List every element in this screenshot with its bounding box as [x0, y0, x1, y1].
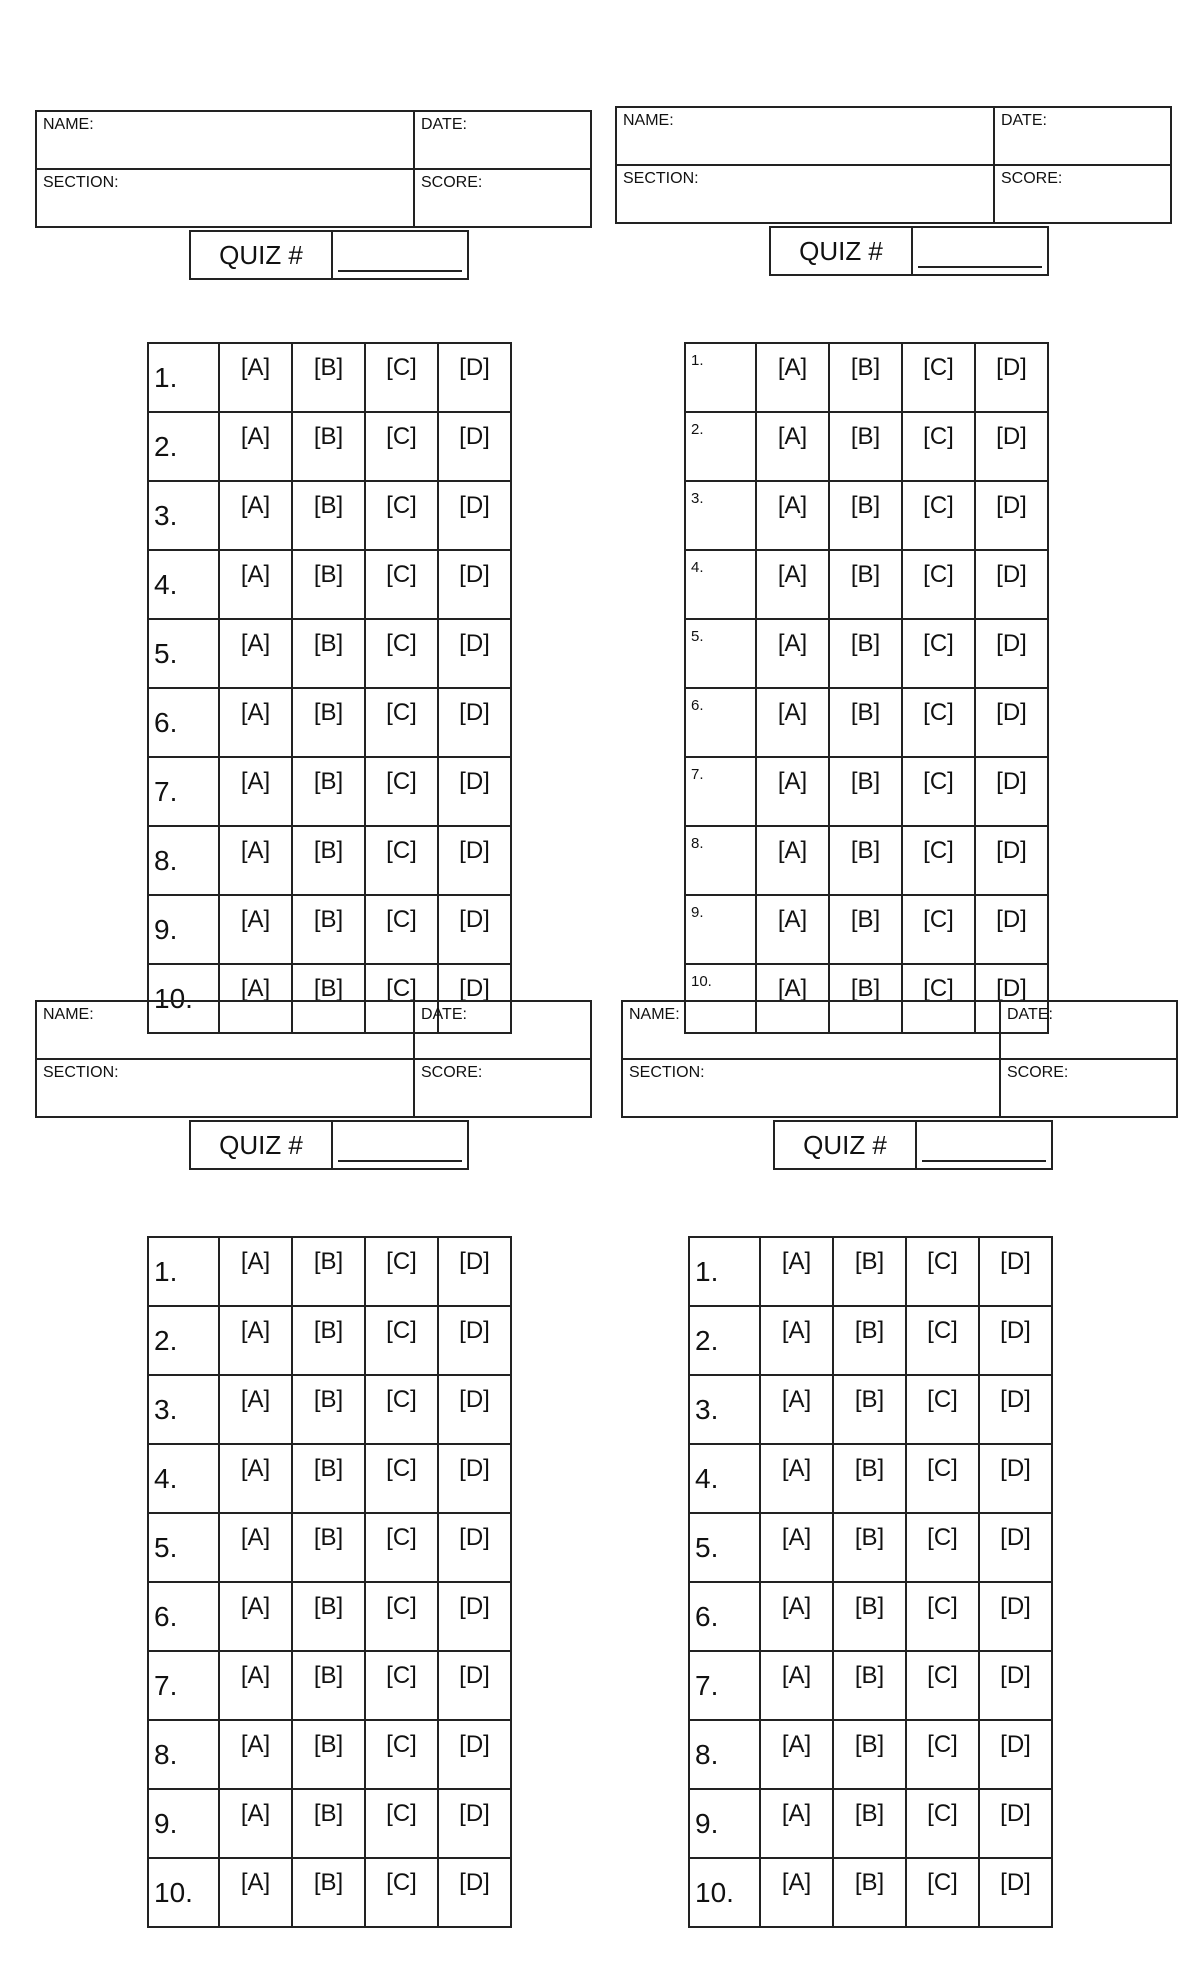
answer-option[interactable]: [D] [975, 964, 1048, 1033]
date-field[interactable] [414, 1001, 591, 1059]
name-field[interactable] [616, 107, 994, 165]
answer-option[interactable]: [C] [902, 619, 975, 688]
question-number: 7. [685, 757, 756, 826]
score-field[interactable] [994, 165, 1171, 223]
name-label: NAME: [43, 116, 94, 133]
answer-row [685, 481, 1048, 550]
answer-row [148, 688, 511, 757]
answer-row [689, 1375, 1052, 1444]
date-field[interactable] [994, 107, 1171, 165]
question-number: 10. [685, 964, 756, 1033]
question-number: 8. [685, 826, 756, 895]
answer-option[interactable]: [D] [979, 1720, 1052, 1789]
question-number: 1. [148, 343, 219, 412]
blank-line [922, 1159, 1046, 1162]
question-number: 8. [148, 826, 219, 895]
answer-row [685, 688, 1048, 757]
question-number: 4. [685, 550, 756, 619]
quiz-number-label: QUIZ # [191, 1122, 333, 1168]
answer-option[interactable]: [D] [975, 550, 1048, 619]
answer-option[interactable]: [A] [219, 619, 292, 688]
answer-option[interactable]: [A] [219, 757, 292, 826]
answer-option[interactable]: [D] [438, 619, 511, 688]
answer-option[interactable]: [B] [292, 481, 365, 550]
score-label: SCORE: [1001, 170, 1063, 187]
answer-option[interactable]: [C] [906, 1720, 979, 1789]
answer-option[interactable]: [D] [438, 895, 511, 964]
answer-option[interactable]: [A] [219, 550, 292, 619]
answer-option[interactable]: [D] [438, 1513, 511, 1582]
answer-option[interactable]: [C] [902, 550, 975, 619]
answer-row [148, 1375, 511, 1444]
question-number: 4. [689, 1444, 760, 1513]
answer-option[interactable]: [A] [219, 343, 292, 412]
answer-option[interactable]: [D] [438, 550, 511, 619]
answer-option[interactable]: [A] [219, 895, 292, 964]
question-number: 2. [689, 1306, 760, 1375]
answer-option[interactable]: [B] [292, 412, 365, 481]
answer-option[interactable]: [D] [975, 757, 1048, 826]
answer-option[interactable]: [C] [906, 1513, 979, 1582]
quiz-number-blank[interactable] [917, 1122, 1051, 1168]
date-label: DATE: [1007, 1006, 1053, 1023]
answer-row [148, 1237, 511, 1306]
answer-option[interactable]: [A] [760, 1582, 833, 1651]
answer-row [689, 1720, 1052, 1789]
answer-option[interactable]: [A] [219, 1651, 292, 1720]
answer-option[interactable]: [B] [829, 412, 902, 481]
answer-option[interactable]: [A] [760, 1858, 833, 1927]
answer-option[interactable]: [A] [756, 964, 829, 1033]
answer-option[interactable]: [C] [906, 1306, 979, 1375]
student-info-table [615, 106, 1172, 224]
answer-option[interactable]: [B] [829, 481, 902, 550]
question-number: 6. [689, 1582, 760, 1651]
answer-option[interactable]: [B] [833, 1306, 906, 1375]
answer-row [689, 1306, 1052, 1375]
answer-option[interactable]: [D] [438, 1375, 511, 1444]
question-number: 10. [689, 1858, 760, 1927]
section-field[interactable] [36, 1059, 414, 1117]
answer-row [685, 412, 1048, 481]
answer-option[interactable]: [B] [833, 1582, 906, 1651]
answer-option[interactable]: [B] [833, 1651, 906, 1720]
answer-option[interactable]: [D] [438, 1444, 511, 1513]
answer-option[interactable]: [A] [756, 688, 829, 757]
question-number: 2. [148, 1306, 219, 1375]
answer-option[interactable]: [C] [365, 895, 438, 964]
answer-option[interactable]: [A] [219, 1237, 292, 1306]
answer-option[interactable]: [C] [365, 1444, 438, 1513]
question-number: 8. [148, 1720, 219, 1789]
question-number: 10. [148, 1858, 219, 1927]
answer-option[interactable]: [D] [438, 964, 511, 1033]
question-number: 6. [685, 688, 756, 757]
answer-option[interactable]: [A] [756, 412, 829, 481]
answer-option[interactable]: [C] [906, 1789, 979, 1858]
answer-option[interactable]: [B] [292, 1789, 365, 1858]
score-label: SCORE: [1007, 1064, 1069, 1081]
answer-option[interactable]: [D] [438, 1306, 511, 1375]
answer-option[interactable]: [A] [219, 1444, 292, 1513]
quiz-number-label: QUIZ # [771, 228, 913, 274]
answer-option[interactable]: [A] [756, 343, 829, 412]
answer-option[interactable]: [A] [760, 1651, 833, 1720]
answer-option[interactable]: [A] [219, 1789, 292, 1858]
answer-option[interactable]: [D] [975, 481, 1048, 550]
answer-row [148, 757, 511, 826]
answer-option[interactable]: [B] [829, 826, 902, 895]
answer-option[interactable]: [B] [292, 1306, 365, 1375]
score-label: SCORE: [421, 174, 483, 191]
question-number: 9. [148, 895, 219, 964]
answer-option[interactable]: [B] [833, 1237, 906, 1306]
answer-option[interactable]: [C] [906, 1375, 979, 1444]
quiz-number-box [773, 1120, 1053, 1170]
answer-option[interactable]: [B] [829, 895, 902, 964]
answer-grid [688, 1236, 1053, 1928]
answer-option[interactable]: [D] [438, 1237, 511, 1306]
section-field[interactable] [36, 169, 414, 227]
question-number: 10. [148, 964, 219, 1033]
answer-row [689, 1651, 1052, 1720]
answer-option[interactable]: [A] [756, 481, 829, 550]
answer-option[interactable]: [C] [365, 1858, 438, 1927]
answer-option[interactable]: [A] [219, 1306, 292, 1375]
name-label: NAME: [623, 112, 674, 129]
date-label: DATE: [421, 1006, 467, 1023]
answer-option[interactable]: [C] [902, 895, 975, 964]
question-number: 5. [689, 1513, 760, 1582]
answer-option[interactable]: [C] [906, 1858, 979, 1927]
answer-option[interactable]: [C] [365, 481, 438, 550]
answer-row [689, 1444, 1052, 1513]
answer-option[interactable]: [D] [975, 826, 1048, 895]
answer-option[interactable]: [B] [829, 619, 902, 688]
question-number: 1. [148, 1237, 219, 1306]
answer-option[interactable]: [D] [979, 1789, 1052, 1858]
answer-option[interactable]: [D] [975, 343, 1048, 412]
answer-option[interactable]: [D] [975, 619, 1048, 688]
answer-option[interactable]: [B] [292, 1513, 365, 1582]
answer-option[interactable]: [B] [829, 964, 902, 1033]
question-number: 2. [685, 412, 756, 481]
question-number: 6. [148, 1582, 219, 1651]
answer-option[interactable]: [A] [760, 1720, 833, 1789]
answer-option[interactable]: [D] [979, 1513, 1052, 1582]
answer-option[interactable]: [D] [438, 757, 511, 826]
answer-option[interactable]: [B] [292, 343, 365, 412]
answer-row [148, 1789, 511, 1858]
answer-option[interactable]: [A] [219, 1720, 292, 1789]
question-number: 6. [148, 688, 219, 757]
answer-option[interactable]: [B] [292, 826, 365, 895]
answer-option[interactable]: [C] [365, 1513, 438, 1582]
answer-option[interactable]: [D] [979, 1651, 1052, 1720]
answer-option[interactable]: [C] [365, 412, 438, 481]
answer-row [148, 550, 511, 619]
answer-option[interactable]: [D] [438, 1720, 511, 1789]
answer-option[interactable]: [C] [365, 343, 438, 412]
answer-option[interactable]: [A] [219, 1858, 292, 1927]
answer-option[interactable]: [A] [219, 1582, 292, 1651]
answer-row [148, 481, 511, 550]
answer-option[interactable]: [C] [365, 1651, 438, 1720]
question-number: 3. [685, 481, 756, 550]
question-number: 5. [148, 619, 219, 688]
answer-option[interactable]: [C] [365, 1306, 438, 1375]
answer-option[interactable]: [D] [438, 688, 511, 757]
answer-option[interactable]: [A] [756, 895, 829, 964]
answer-option[interactable]: [A] [760, 1306, 833, 1375]
answer-row [148, 1651, 511, 1720]
answer-option[interactable]: [D] [438, 481, 511, 550]
section-label: SECTION: [43, 1064, 119, 1081]
answer-option[interactable]: [C] [365, 964, 438, 1033]
date-label: DATE: [1001, 112, 1047, 129]
score-field[interactable] [1000, 1059, 1177, 1117]
answer-option[interactable]: [D] [438, 1789, 511, 1858]
answer-row [148, 1513, 511, 1582]
answer-option[interactable]: [B] [829, 550, 902, 619]
answer-row [689, 1513, 1052, 1582]
answer-option[interactable]: [B] [292, 619, 365, 688]
answer-option[interactable]: [D] [979, 1582, 1052, 1651]
answer-row [685, 550, 1048, 619]
quiz-number-blank[interactable] [913, 228, 1047, 274]
answer-option[interactable]: [C] [365, 1582, 438, 1651]
answer-option[interactable]: [B] [833, 1375, 906, 1444]
answer-row [148, 343, 511, 412]
answer-option[interactable]: [B] [829, 343, 902, 412]
answer-row [685, 619, 1048, 688]
blank-line [338, 1159, 462, 1162]
answer-option[interactable]: [B] [292, 1582, 365, 1651]
answer-option[interactable]: [B] [292, 1651, 365, 1720]
answer-option[interactable]: [C] [906, 1582, 979, 1651]
question-number: 3. [689, 1375, 760, 1444]
question-number: 5. [685, 619, 756, 688]
answer-option[interactable]: [B] [292, 757, 365, 826]
answer-option[interactable]: [A] [219, 964, 292, 1033]
score-field[interactable] [414, 1059, 591, 1117]
answer-option[interactable]: [B] [292, 1444, 365, 1513]
answer-option[interactable]: [C] [365, 688, 438, 757]
answer-row [685, 757, 1048, 826]
answer-option[interactable]: [B] [833, 1858, 906, 1927]
answer-option[interactable]: [C] [902, 757, 975, 826]
answer-option[interactable]: [B] [833, 1513, 906, 1582]
answer-option[interactable]: [D] [979, 1375, 1052, 1444]
name-field[interactable] [36, 111, 414, 169]
answer-option[interactable]: [D] [438, 1858, 511, 1927]
section-field[interactable] [616, 165, 994, 223]
student-info-table [35, 1000, 592, 1118]
answer-row [689, 1237, 1052, 1306]
question-number: 1. [689, 1237, 760, 1306]
answer-option[interactable]: [A] [756, 550, 829, 619]
date-field[interactable] [414, 111, 591, 169]
answer-option[interactable]: [C] [906, 1444, 979, 1513]
answer-option[interactable]: [C] [365, 826, 438, 895]
answer-option[interactable]: [D] [979, 1306, 1052, 1375]
answer-row [148, 826, 511, 895]
answer-row [148, 1444, 511, 1513]
answer-option[interactable]: [D] [438, 1651, 511, 1720]
answer-option[interactable]: [B] [292, 688, 365, 757]
name-label: NAME: [43, 1006, 94, 1023]
question-number: 7. [689, 1651, 760, 1720]
student-info-table [621, 1000, 1178, 1118]
name-field[interactable] [36, 1001, 414, 1059]
answer-option[interactable]: [D] [975, 895, 1048, 964]
answer-option[interactable]: [C] [365, 1375, 438, 1444]
answer-option[interactable]: [A] [756, 757, 829, 826]
answer-option[interactable]: [C] [902, 412, 975, 481]
date-field[interactable] [1000, 1001, 1177, 1059]
student-info-table [35, 110, 592, 228]
answer-option[interactable]: [C] [906, 1651, 979, 1720]
answer-option[interactable]: [A] [219, 481, 292, 550]
answer-option[interactable]: [D] [438, 826, 511, 895]
question-number: 5. [148, 1513, 219, 1582]
answer-option[interactable]: [B] [833, 1720, 906, 1789]
quiz-number-label: QUIZ # [191, 232, 333, 278]
section-label: SECTION: [43, 174, 119, 191]
quiz-number-box [189, 1120, 469, 1170]
answer-option[interactable]: [B] [829, 757, 902, 826]
answer-option[interactable]: [C] [902, 688, 975, 757]
answer-option[interactable]: [C] [365, 550, 438, 619]
answer-option[interactable]: [B] [292, 1237, 365, 1306]
answer-option[interactable]: [B] [829, 688, 902, 757]
quiz-number-box [189, 230, 469, 280]
question-number: 8. [689, 1720, 760, 1789]
question-number: 4. [148, 1444, 219, 1513]
quiz-sheet-bottom-left [0, 890, 600, 1908]
answer-option[interactable]: [D] [979, 1858, 1052, 1927]
question-number: 9. [685, 895, 756, 964]
answer-option[interactable]: [C] [365, 1720, 438, 1789]
answer-option[interactable]: [B] [292, 550, 365, 619]
answer-option[interactable]: [B] [292, 1720, 365, 1789]
question-number: 3. [148, 481, 219, 550]
answer-option[interactable]: [B] [833, 1444, 906, 1513]
answer-row [689, 1858, 1052, 1927]
name-field[interactable] [622, 1001, 1000, 1059]
answer-option[interactable]: [D] [438, 343, 511, 412]
answer-option[interactable]: [A] [756, 619, 829, 688]
answer-option[interactable]: [A] [760, 1375, 833, 1444]
answer-option[interactable]: [D] [975, 688, 1048, 757]
quiz-sheet-top-right [600, 0, 1200, 1002]
answer-option[interactable]: [B] [833, 1789, 906, 1858]
answer-option[interactable]: [C] [902, 964, 975, 1033]
answer-option[interactable]: [A] [219, 688, 292, 757]
answer-option[interactable]: [A] [756, 826, 829, 895]
answer-option[interactable]: [A] [760, 1789, 833, 1858]
quiz-number-blank[interactable] [333, 232, 467, 278]
section-label: SECTION: [629, 1064, 705, 1081]
answer-option[interactable]: [B] [292, 895, 365, 964]
answer-option[interactable]: [C] [365, 619, 438, 688]
answer-option[interactable]: [A] [760, 1237, 833, 1306]
answer-row [689, 1789, 1052, 1858]
answer-option[interactable]: [D] [979, 1444, 1052, 1513]
quiz-sheet-top-left [0, 0, 600, 1014]
question-number: 9. [148, 1789, 219, 1858]
quiz-number-label: QUIZ # [775, 1122, 917, 1168]
answer-option[interactable]: [A] [219, 412, 292, 481]
answer-option[interactable]: [A] [219, 1375, 292, 1444]
answer-option[interactable]: [C] [365, 1237, 438, 1306]
answer-option[interactable]: [A] [760, 1513, 833, 1582]
answer-row [148, 1306, 511, 1375]
score-field[interactable] [414, 169, 591, 227]
answer-option[interactable]: [B] [292, 964, 365, 1033]
answer-row [148, 1582, 511, 1651]
answer-option[interactable]: [A] [760, 1444, 833, 1513]
answer-option[interactable]: [C] [365, 757, 438, 826]
score-label: SCORE: [421, 1064, 483, 1081]
answer-option[interactable]: [C] [902, 481, 975, 550]
answer-row [148, 1858, 511, 1927]
question-number: 7. [148, 1651, 219, 1720]
quiz-number-box [769, 226, 1049, 276]
answer-option[interactable]: [A] [219, 826, 292, 895]
answer-option[interactable]: [B] [292, 1858, 365, 1927]
name-label: NAME: [629, 1006, 680, 1023]
answer-row [148, 619, 511, 688]
question-number: 2. [148, 412, 219, 481]
section-label: SECTION: [623, 170, 699, 187]
date-label: DATE: [421, 116, 467, 133]
quiz-number-blank[interactable] [333, 1122, 467, 1168]
answer-row [689, 1582, 1052, 1651]
section-field[interactable] [622, 1059, 1000, 1117]
blank-line [918, 265, 1042, 268]
answer-row [685, 826, 1048, 895]
blank-line [338, 269, 462, 272]
answer-option[interactable]: [D] [979, 1237, 1052, 1306]
quiz-sheet-bottom-right [600, 890, 1200, 1908]
answer-grid [147, 1236, 512, 1928]
answer-row [148, 412, 511, 481]
answer-row [148, 1720, 511, 1789]
question-number: 4. [148, 550, 219, 619]
answer-row [685, 343, 1048, 412]
answer-option[interactable]: [B] [292, 1375, 365, 1444]
answer-option[interactable]: [D] [975, 412, 1048, 481]
question-number: 9. [689, 1789, 760, 1858]
answer-option[interactable]: [C] [902, 343, 975, 412]
question-number: 7. [148, 757, 219, 826]
question-number: 1. [685, 343, 756, 412]
answer-option[interactable]: [C] [365, 1789, 438, 1858]
answer-option[interactable]: [D] [438, 1582, 511, 1651]
answer-option[interactable]: [C] [906, 1237, 979, 1306]
answer-option[interactable]: [A] [219, 1513, 292, 1582]
answer-option[interactable]: [D] [438, 412, 511, 481]
answer-option[interactable]: [C] [902, 826, 975, 895]
question-number: 3. [148, 1375, 219, 1444]
